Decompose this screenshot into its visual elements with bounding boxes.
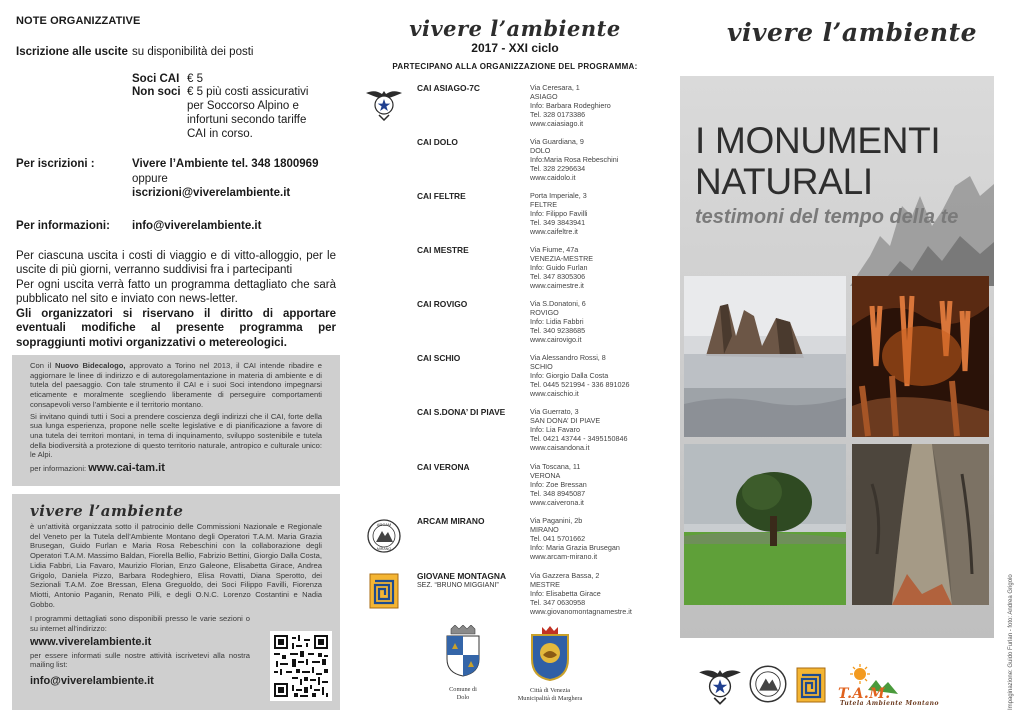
qr-code[interactable]: [270, 631, 332, 701]
list-item: [360, 191, 680, 245]
dolo-crest-icon: [443, 625, 483, 677]
list-item: [360, 299, 680, 353]
list-item: [360, 462, 680, 516]
svg-text:MIRANO: MIRANO: [376, 547, 392, 551]
mailing-list-link[interactable]: info@viverelambiente.it: [30, 675, 154, 688]
bidecalogo-text-2: Si invitano quindi tutti i Soci a prendere coscienza degli indirizzi che il CAI, forte della sua lunga esperienza, propone nelle scelte legislative e di pianificazione a favore di una tutela dei territori montani, in tema di inquinamento, sviluppo sostenibile e tutela della biodiversità a protezione di questo territorio naturale, antropico e culturale unico: le Alpi.: [30, 411, 322, 460]
cai-tam-link[interactable]: www.cai-tam.it: [88, 462, 165, 475]
nonsoci-value: € 5 più costi assicurativi per Soccorso Alpino e infortuni secondo tariffe CAI in corso.: [187, 86, 309, 140]
tam-logo: [838, 664, 939, 710]
nonsoci-label: Non soci: [132, 86, 181, 98]
iscrizioni-email-link[interactable]: iscrizioni@viverelambiente.it: [132, 187, 291, 199]
arcam-logo-icon: [364, 516, 404, 556]
dolo-caption: Comune di Dolo: [449, 686, 477, 701]
iscrizione-value: su disponibilità dei posti: [132, 46, 254, 58]
cai-logo: [698, 662, 742, 711]
list-item: [360, 137, 680, 191]
photo-credit-text: Impaginazione: Guido Furlan - foto: Andrea Grigolo: [1008, 574, 1014, 710]
photo-cave: [852, 276, 989, 437]
mailing-list-text: per essere informati sulle nostre attività iscrivetevi alla nostra mailing list:: [30, 650, 250, 670]
per-iscrizioni-label: Per iscrizioni :: [16, 158, 95, 170]
cover-logo: vivere l’ambiente: [726, 18, 978, 47]
section-info: Via S.Donatoni, 6 ROVIGO Info: Lidia Fabbri Tel. 340 9238685 www.cairovigo.it: [530, 299, 586, 344]
costs-paragraph: Per ciascuna uscita i costi di viaggio e di vitto-alloggio, per le uscite di più giorni, verranno suddivisi fra i partecipanti: [16, 250, 336, 277]
per-iscrizioni-line2: oppure: [132, 173, 168, 185]
left-panel: [0, 0, 350, 724]
photo-credit: [1008, 530, 1018, 710]
right-panel: [680, 0, 1024, 724]
per-info-label: Per informazioni:: [16, 220, 110, 232]
section-name: CAI VERONA: [417, 462, 470, 472]
vivere-info-box: [12, 494, 340, 710]
program-paragraph: Per ogni uscita verrà fatto un programma dettagliato che sarà pubblicato nel sito e inviato con news-letter.: [16, 279, 336, 306]
section-info: Via Toscana, 11 VERONA Info: Zoe Bressan Tel. 348 8945087 www.caiverona.it: [530, 462, 587, 507]
cai-eagle-icon: [698, 662, 742, 706]
cover-title-line1: I MONUMENTI: [695, 120, 941, 161]
cover-title-line2: NATURALI: [695, 161, 873, 202]
section-name: GIOVANE MONTAGNA: [417, 571, 507, 581]
photo-gorge: [852, 444, 989, 605]
section-name: ARCAM MIRANO: [417, 516, 485, 526]
giovane-montagna-icon: [796, 662, 826, 708]
list-item: [360, 407, 680, 461]
ciclo-label: 2017 - XXI ciclo: [471, 41, 559, 55]
giovane-montagna-icon: [364, 571, 404, 611]
venezia-caption: Città di Venezia Municipalità di Marghera: [517, 687, 583, 702]
section-info: Porta Imperiale, 3 FELTRE Info: Filippo Favilli Tel. 349 3843941 www.caifeltre.it: [530, 191, 588, 236]
section-info: Via Alessandro Rossi, 8 SCHIO Info: Giorgio Dalla Costa Tel. 0445 521994 - 336 891026 www.caischio.it: [530, 353, 630, 398]
bidecalogo-prefix: Con il: [30, 361, 55, 370]
section-name: CAI ASIAGO-7C: [417, 83, 480, 93]
section-subtitle: SEZ. “BRUNO MIGGIANI”: [417, 582, 499, 589]
tam-logo-sub: Tutela Ambiente Montano: [840, 700, 939, 707]
list-item: [360, 245, 680, 299]
list-item: [360, 571, 680, 625]
info-email-link[interactable]: info@viverelambiente.it: [132, 220, 262, 232]
note-title: NOTE ORGANIZZATIVE: [16, 15, 141, 27]
venezia-crest: [517, 625, 585, 702]
list-item: [360, 353, 680, 407]
programs-available: I programmi dettagliati sono disponibili presso le varie sezioni o su internet all’indirizzo:: [30, 614, 250, 634]
photo-tre-cime: [684, 276, 846, 437]
cai-eagle-icon: [364, 83, 404, 123]
tam-logo-text: T.A.M.: [838, 686, 891, 702]
section-name: CAI SCHIO: [417, 353, 461, 363]
bidecalogo-info: [30, 464, 322, 474]
soci-label: Soci CAI: [132, 73, 180, 85]
soci-value: € 5: [187, 73, 203, 85]
bidecalogo-text: [30, 361, 322, 410]
iscrizione-label: Iscrizione alle uscite: [16, 46, 128, 58]
qr-code-icon: [274, 635, 328, 697]
cover-subtitle: testimoni del tempo della te: [695, 206, 959, 228]
section-info: Via Paganini, 2b MIRANO Tel. 041 5701662 Info: Maria Grazia Brusegan www.arcam-mirano.it: [530, 516, 620, 561]
venezia-crest-icon: [528, 625, 572, 681]
box-logo: vivere l’ambiente: [30, 502, 184, 520]
bidecalogo-rest: approvato a Torino nel 2013, il CAI intende ribadire e aggiornare le linee di indirizzo e di autoregolamentazione in materia di ambiente e di tutela del paesaggio. Con tale strumento il CAI e i suoi Soci intendono impegnarsi eticamente e moralmente scegliendo liberamente di perseguire comportamenti consapevoli verso l’ambiente e il territorio montano.: [30, 361, 322, 409]
vivere-description: è un’attività organizzata sotto il patrocinio delle Commissioni Nazionale e Regionale del Veneto per la Tutela dell’Ambiente Montano degli Operatori T.A.M. Maria Grazia Brusegan, Guido Furlan e Maria Rosa Rebeschini con la collaborazione degli Operatori T.A.M. Massimo Baldan, Fiorella Bellio, Fabrizio Bettini, Giorgio Dalla Costa, Lidia Fabbri, Lia Favaro, Maurizio Florian, Enzo Galeone, Elisabetta Girace, Andrea Grigolo, Daniela Pizzo, Barbara Rodeghiero, Elisa Rovatti, Diana Sperotto, dei Sezionali T.A.M. Zoe Bressan, Elena Greguoldo, dei Soci Filippo Favilli, Fiorenza Miotti, Antonio Paganin, Renato Pilli, e degli O.N.C. Lorenzo Costantini e Nadia Gobbo.: [30, 522, 322, 609]
section-info: Via Fiume, 47a VENEZIA-MESTRE Info: Guido Furlan Tel. 347 8305306 www.caimestre.it: [530, 245, 594, 290]
section-name: CAI DOLO: [417, 137, 458, 147]
section-info: Via Gazzera Bassa, 2 MESTRE Info: Elisabetta Girace Tel. 347 0630958 www.giovanomontagnamestre.it: [530, 571, 632, 616]
arcam-logo-icon: [748, 662, 788, 706]
middle-panel: [350, 0, 680, 724]
section-info: Via Guardiana, 9 DOLO Info:Maria Rosa Rebeschini Tel. 328 2296634 www.caidolo.it: [530, 137, 619, 182]
photo-tree: [684, 444, 846, 605]
bidecalogo-box: [12, 355, 340, 486]
section-info: Via Ceresara, 1 ASIAGO Info: Barbara Rodeghiero Tel. 328 0173386 www.caiasiago.it: [530, 83, 611, 128]
list-item: [360, 516, 680, 570]
middle-logo: vivere l’ambiente: [409, 16, 621, 41]
section-name: CAI S.DONA’ DI PIAVE: [417, 407, 506, 417]
section-name: CAI FELTRE: [417, 191, 466, 201]
per-iscrizioni-line1: Vivere l’Ambiente tel. 348 1800969: [132, 158, 319, 170]
bidecalogo-bold: Nuovo Bidecalogo,: [54, 361, 126, 370]
giovane-montagna-logo: [796, 662, 826, 713]
svg-text:ARCAM: ARCAM: [376, 522, 392, 527]
arcam-logo: [748, 662, 788, 711]
participants-title: PARTECIPANO ALLA ORGANIZZAZIONE DEL PROGRAMMA:: [392, 62, 638, 71]
website-link[interactable]: www.viverelambiente.it: [30, 635, 152, 648]
comune-dolo-crest: [443, 625, 483, 701]
disclaimer-paragraph: Gli organizzatori si riservano il diritto di apportare eventuali modifiche al presente programma per sopraggiunti motivi organizzativi o metereologici.: [16, 308, 336, 349]
cover-area: [680, 76, 994, 638]
cover-title: [695, 120, 940, 202]
section-name: CAI ROVIGO: [417, 299, 468, 309]
section-info: Via Guerrato, 3 SAN DONA’ DI PIAVE Info: Lia Favaro Tel. 0421 43744 - 3495150846 www.caisandona.it: [530, 407, 628, 452]
list-item: [360, 83, 680, 137]
section-name: CAI MESTRE: [417, 245, 469, 255]
bidecalogo-info-prefix: per informazioni:: [30, 464, 89, 474]
